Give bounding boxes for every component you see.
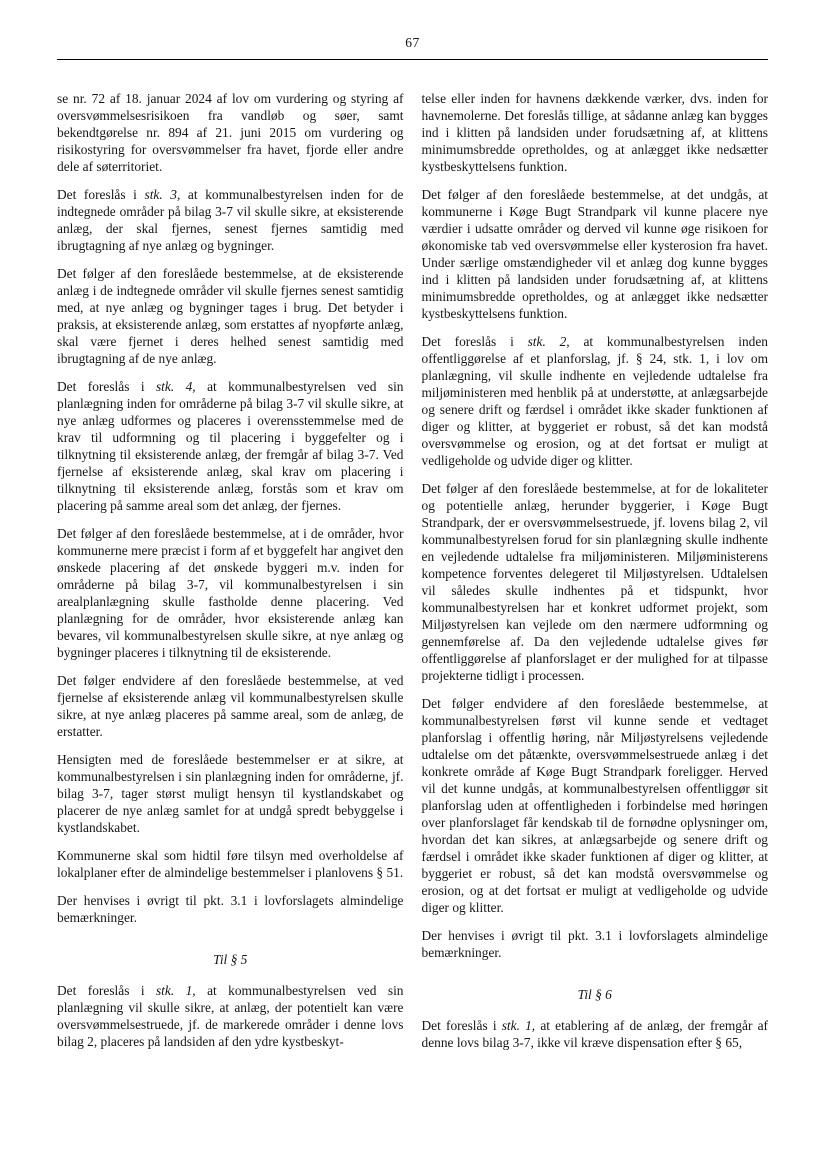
text-run: Der henvises i øvrigt til pkt. 3.1 i lovforslagets almindelige bemærkninger. — [57, 893, 404, 925]
text-run: Det foreslås i — [421, 1018, 502, 1033]
header-rule — [57, 59, 768, 60]
text-run: Det følger af den foreslåede bestemmelse, at de eksisterende anlæg i de indtegnede områder vil skulle fjernes senest samtidig med, at nye anlæg og bygninger tages i brug. Det betyder i praksis, at eksisterende anlæg, som erstattes af nyopførte anlæg, skal være fjernet i deres helhed senest samtidig med ibrugtagning af de nye anlæg. — [57, 266, 404, 366]
text-run: Det foreslås i — [57, 379, 156, 394]
text-run: se nr. 72 af 18. januar 2024 af lov om vurdering og styring af oversvømmelsesrisikoen fra vandløb og søer, samt bekendtgørelse nr. 894 af 21. juni 2015 om vurdering og risikostyring for oversvømmelser fra havet, fjorde eller andre dele af søterritoriet. — [57, 91, 404, 174]
text-run: Det følger af den foreslåede bestemmelse, at for de lokaliteter og potentielle anlæg, herunder byggerier, i Køge Bugt Strandpark, der er oversvømmelsestruede, jf. lovens bilag 2, vil kommunalbestyrelsen forud for sin planlægning skulle indhente en vejledende udtalelse fra miljøministeren. Miljøministerens kompetence forventes delegeret til Miljøstyrelsen. Udtalelsen vil således skulle indhentes på et tidspunkt, hvor kommunalbestyrelsen har et konkret udformet projekt, som Miljøstyrelsen kan vejlede om den nærmere udformning og gennemførelse af. Da den vejledende udtalelse gives før offentliggørelse af planforslaget er der mulighed for at tilpasse projekterne tidligt i processen. — [421, 481, 768, 683]
paragraph — [57, 847, 404, 881]
paragraph — [57, 525, 404, 661]
paragraph — [422, 927, 769, 961]
paragraph — [422, 90, 769, 175]
paragraph — [57, 982, 404, 1050]
page-content — [57, 90, 768, 1051]
paragraph — [57, 186, 404, 254]
text-run: Det følger af den foreslåede bestemmelse, at det undgås, at kommunerne i Køge Bugt Strandpark vil kunne placere nye værdier i udsatte områder og derved vil kunne øge risikoen for økonomiske tab ved oversvømmelse eller kysterosion fra havet. Under særlige omstændigheder vil et anlæg dog kunne bygges ind i klitten på landsiden under forudsætning af, at klittens minimumsbredde opretholdes, og at anlægget ikke nedsætter kystbeskyttelsens funktion. — [421, 187, 768, 321]
paragraph — [57, 751, 404, 836]
paragraph — [57, 892, 404, 926]
page-number: 67 — [405, 35, 420, 50]
emphasis-text-run: stk. 1, — [155, 983, 196, 998]
section-heading: Til § 5 — [213, 952, 248, 967]
text-run: Kommunerne skal som hidtil føre tilsyn med overholdelse af lokalplaner efter de almindelige bestemmelser i planlovens § 51. — [57, 848, 404, 880]
text-run: Det foreslås i — [57, 187, 145, 202]
paragraph — [57, 672, 404, 740]
text-run: at kommunalbestyrelsen ved sin planlægning inden for områderne på bilag 3-7 vil skulle sikre, at nye anlæg udformes og placeres i overensstemmelse med de krav til udformning og til placering i byggefelter og i tilknytning til eksisterende anlæg, der fremgår af bilag 3-7. Ved fjernelse af eksisterende anlæg, skal krav om placering i tilknytning til eksisterende anlæg, forstås som et krav om placering på samme areal som det anlæg, der fjernes. — [57, 379, 404, 513]
section-heading: Til § 6 — [577, 987, 612, 1002]
emphasis-text-run: stk. 2, — [527, 334, 570, 349]
text-run: Det følger af den foreslåede bestemmelse, at i de områder, hvor kommunerne mere præcist i form af et byggefelt har angivet den ønskede placering af det ønskede byggeri m.v. inden for områderne på bilag 3-7, vil kommunalbestyrelsen i sin arealplanlægning skulle fastholde denne placering. Ved planlægning for de områder, hvor eksisterende anlæg kan bevares, vil kommunalbestyrelsen skulle sikre, at nye anlæg og bygninger placeres i tilknytning til de eksisterende. — [57, 526, 404, 660]
paragraph — [422, 1017, 769, 1051]
paragraph — [422, 480, 769, 684]
paragraph — [57, 90, 404, 175]
text-run: at kommunalbestyrelsen ved sin planlægning vil skulle sikre, at anlæg, der potentielt kan være oversvømmelsestruede, jf. de markerede områder i denne lovs bilag 2, placeres på landsiden af den ydre kystbeskyt- — [57, 983, 404, 1049]
text-run: Det foreslås i — [57, 983, 156, 998]
paragraph — [422, 333, 769, 469]
emphasis-text-run: stk. 4, — [155, 379, 196, 394]
text-run: at kommunalbestyrelsen inden for de indtegnede områder på bilag 3-7 vil skulle sikre, at eksisterende anlæg, der skal fjernes, senest fjernes samtidig med ibrugtagning af nye anlæg og bygninger. — [57, 187, 404, 253]
paragraph — [57, 378, 404, 514]
right-column — [422, 90, 769, 1051]
emphasis-text-run: stk. 3, — [144, 187, 181, 202]
text-run: at kommunalbestyrelsen inden offentliggørelse af et planforslag, jf. § 24, stk. 1, i lov om planlægning, vil skulle indhente en vejledende udtalelse fra miljøministeren med henblik på at understøtte, at anlægsarbejde og senere drift og færdsel i området ikke skader funktionen af diger og klitter, at byggeriet er robust, så det kan modstå oversvømmelse og erosion, og at det fortsat er muligt at vedligeholde og udvide diger og klitter. — [421, 334, 768, 468]
text-run: Det følger endvidere af den foreslåede bestemmelse, at kommunalbestyrelsen først vil kunne sende et vedtaget planforslag i offentlig høring, når Miljøstyrelsens vejledende udtalelse om det påtænkte, oversvømmelsestruede anlæg i det konkrete område af Køge Bugt Strandpark foreligger. Herved vil det kunne undgås, at kommunalbestyrelsen offentliggør sit planforslag uden at offentligheden i forbindelse med høringen over planforslaget får kendskab til de fornødne oplysninger om, hvordan det kan sikres, at anlægsarbejde og senere drift og færdsel i området ikke skader funktionen af diger og klitter, at byggeriet er robust, så det kan modstå oversvømmelse og erosion, og at det fortsat er muligt at vedligeholde og udvide diger og klitter. — [421, 696, 768, 915]
text-run: at etablering af de anlæg, der fremgår af denne lovs bilag 3-7, ikke vil kræve dispensation efter § 65, — [421, 1018, 768, 1050]
text-run: telse eller inden for havnens dækkende værker, dvs. inden for havnemolerne. Det foreslås tillige, at sådanne anlæg kan bygges ind i klitten på landsiden under forudsætning af, at klittens minimumsbredde opretholdes, og at anlægget ikke nedsætter kystbeskyttelsens funktion. — [421, 91, 768, 174]
paragraph — [422, 186, 769, 322]
paragraph — [57, 265, 404, 367]
text-run: Der henvises i øvrigt til pkt. 3.1 i lovforslagets almindelige bemærkninger. — [421, 928, 768, 960]
page-header — [57, 0, 768, 60]
text-run: Det følger endvidere af den foreslåede bestemmelse, at ved fjernelse af eksisterende anlæg vil kommunalbestyrelsen skulle sikre, at nye anlæg placeres på samme areal, som de anlæg, de erstatter. — [57, 673, 404, 739]
emphasis-text-run: stk. 1, — [501, 1018, 536, 1033]
text-run: Hensigten med de foreslåede bestemmelser er at sikre, at kommunalbestyrelsen i sin planlægning inden for områderne, jf. bilag 3-7, tager størst muligt hensyn til kystlandskabet og placerer de nye anlæg samlet for at undgå spredt bebyggelse i kystlandskabet. — [57, 752, 404, 835]
left-column — [57, 90, 404, 1051]
paragraph — [422, 695, 769, 916]
text-run: Det foreslås i — [421, 334, 528, 349]
